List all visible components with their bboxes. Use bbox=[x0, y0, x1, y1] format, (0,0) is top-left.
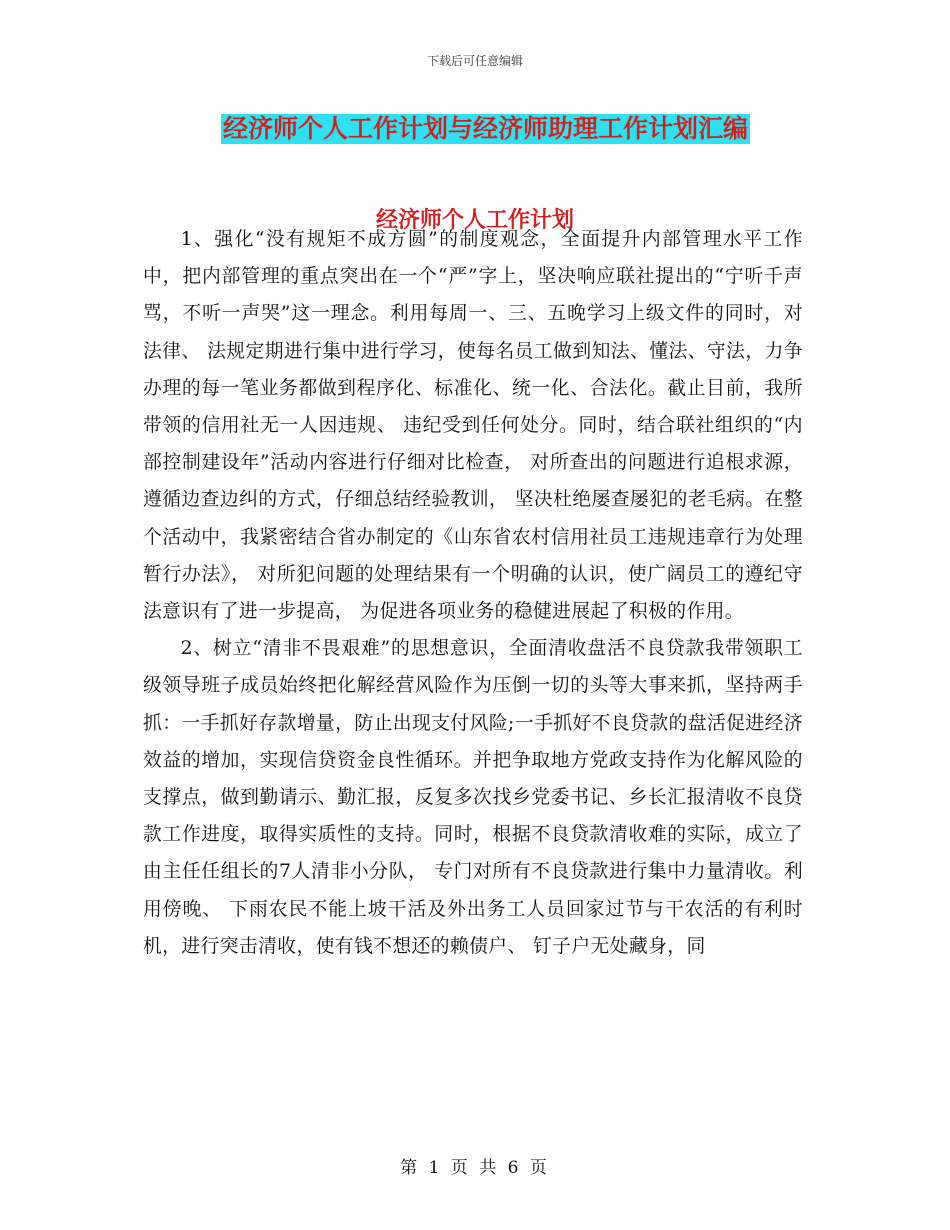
page-footer: 第 1 页 共 6 页 bbox=[400, 1158, 550, 1178]
paragraph: 1、强化“没有规矩不成方圆”的制度观念，全面提升内部管理水平工作中，把内部管理的重点突出在一个“严”字上，坚决响应联社提出的“宁听千声骂，不听一声哭”这一理念。利用每周一、三、五晚学习上级文件的同时，对法律、 法规定期进行集中进行学习，使每名员工做到知法、懂法、守法，力争办理的每一笔业务都做到程序化、标准化、统一化、合法化。截止目前，我所带领的信用社无一人因违规、 违纪受到任何处分。同时，结合联社组织的“内部控制建设年”活动内容进行仔细对比检查， 对所查出的问题进行追根求源，遵循边查边纠的方式，仔细总结经验教训， 坚决杜绝屡查屡犯的老毛病。在整个活动中，我紧密结合省办制定的《山东省农村信用社员工违规违章行为处理暂行办法》， 对所犯问题的处理结果有一个明确的认识，使广阔员工的遵纪守法意识有了进一步提高， 为促进各项业务的稳健进展起了积极的作用。 bbox=[143, 229, 803, 623]
header-note: 下载后可任意编辑 bbox=[426, 54, 523, 68]
body-text bbox=[143, 221, 803, 965]
section-title: 经济师个人工作计划 bbox=[375, 208, 574, 233]
paragraph: 2、树立“清非不畏艰难”的思想意识，全面清收盘活不良贷款我带领职工级领导班子成员始终把化解经营风险作为压倒一切的头等大事来抓，坚持两手抓：一手抓好存款增量，防止出现支付风险;一手抓好不良贷款的盘活促进经济效益的增加，实现信贷资金良性循环。并把争取地方党政支持作为化解风险的支撑点，做到勤请示、勤汇报，反复多次找乡党委书记、乡长汇报清收不良贷款工作进度，取得实质性的支持。同时，根据不良贷款清收难的实际，成立了由主任任组长的7人清非小分队， 专门对所有不良贷款进行集中力量清收。利用傍晚、 下雨农民不能上坡干活及外出务工人员回家过节与干农活的有利时机，进行突击清收，使有钱不想还的赖债户、 钉子户无处藏身，同 bbox=[143, 638, 803, 957]
document-title: 经济师个人工作计划与经济师助理工作计划汇编 bbox=[223, 114, 749, 143]
